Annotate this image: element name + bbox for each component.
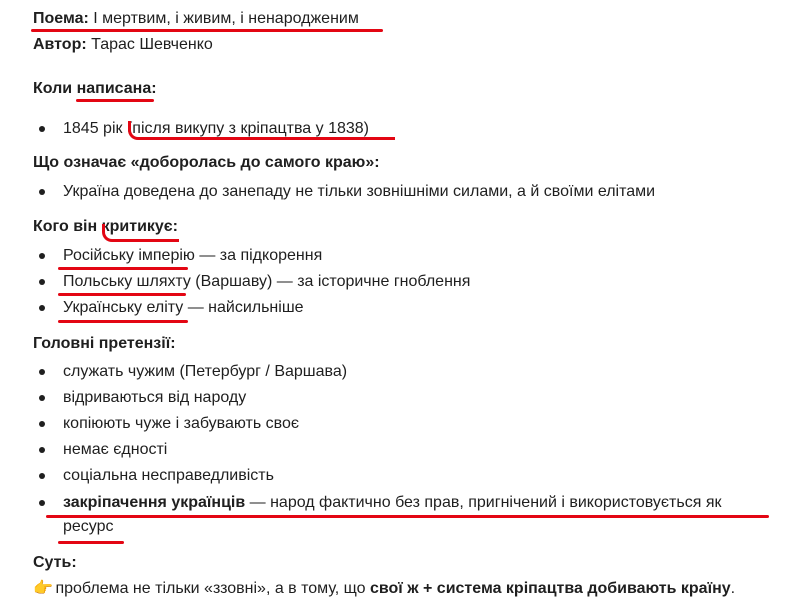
critique-rest: шляхту (Варшаву) — за історичне гноблення: [132, 273, 471, 290]
bullet: [39, 369, 45, 375]
claims-item: соціальна несправедливість: [63, 467, 274, 484]
critique-rest: імперію — за підкорення: [133, 247, 323, 264]
critique-item: [63, 246, 322, 266]
critique-heading-underline: [102, 224, 179, 242]
meaning-item: Україна доведена до занепаду не тільки зовнішніми силами, а й своїми елітами: [63, 183, 656, 200]
bullet: [39, 126, 45, 132]
critique-target: Російську: [63, 247, 134, 264]
claims-heading: Головні претензії:: [33, 335, 176, 352]
essence-bold: свої ж + система кріпацтва добивають країну: [369, 580, 731, 597]
bullet: [39, 447, 45, 453]
bullet: [39, 473, 45, 479]
critique-item: [63, 272, 470, 292]
claims-last-underline: [46, 515, 769, 518]
written-heading-underline: [76, 99, 154, 102]
pointing-hand-icon: 👉: [33, 580, 53, 597]
poem-underline: [31, 29, 383, 32]
critique-heading-suffix: :: [172, 218, 178, 235]
bullet: [39, 253, 45, 259]
written-year: 1845 рік: [63, 120, 123, 137]
critique-heading-prefix: Кого він: [33, 218, 102, 235]
critique-item: [63, 298, 304, 318]
author-label: Автор:: [33, 36, 87, 53]
critique-underline: [58, 267, 188, 270]
author-name: Тарас Шевченко: [91, 36, 213, 53]
critique-rest: — найсильніше: [183, 299, 304, 316]
bullet: [39, 189, 45, 195]
claims-item: служать чужим (Петербург / Варшава): [63, 363, 348, 380]
essence-end: .: [730, 580, 736, 597]
critique-underline: [58, 293, 186, 296]
bullet: [39, 395, 45, 401]
bullet: [39, 305, 45, 311]
author-line: [33, 35, 213, 55]
written-note: (після викупу з кріпацтва у 1838): [126, 120, 369, 137]
bullet: [39, 279, 45, 285]
claims-last-rest: — народ фактично без прав, пригнічений і використовується як: [245, 494, 722, 511]
bullet: [39, 421, 45, 427]
essence-heading: Суть:: [33, 554, 77, 571]
claims-item: відриваються від народу: [63, 389, 247, 406]
claims-item-last: [63, 493, 722, 513]
claims-item-last-cont: ресурс: [63, 518, 114, 535]
critique-target: Українську еліту: [63, 299, 184, 316]
claims-item: копіюють чуже і забувають своє: [63, 415, 300, 432]
bullet: [39, 500, 45, 506]
poem-label: Поема:: [33, 10, 89, 27]
critique-underline: [58, 320, 188, 323]
meaning-heading: Що означає «доборолась до самого краю»:: [33, 154, 380, 171]
written-heading: [33, 79, 157, 99]
critique-heading-word: критикує: [101, 218, 173, 235]
claims-item: немає єдності: [63, 441, 168, 458]
written-heading-prefix: Коли: [33, 80, 77, 97]
essence-line: [33, 579, 735, 599]
poem-title: І мертвим, і живим, і ненародженим: [93, 10, 359, 27]
written-heading-word: написана: [76, 80, 152, 97]
written-note-underline: [128, 121, 395, 140]
critique-target: Польську: [63, 273, 133, 290]
poem-line: [33, 9, 359, 29]
claims-last-bold: закріпачення українців: [63, 494, 246, 511]
essence-text: проблема не тільки «ззовні», а в тому, що: [51, 580, 370, 597]
claims-last-underline-2: [58, 541, 124, 544]
written-heading-suffix: :: [151, 80, 157, 97]
